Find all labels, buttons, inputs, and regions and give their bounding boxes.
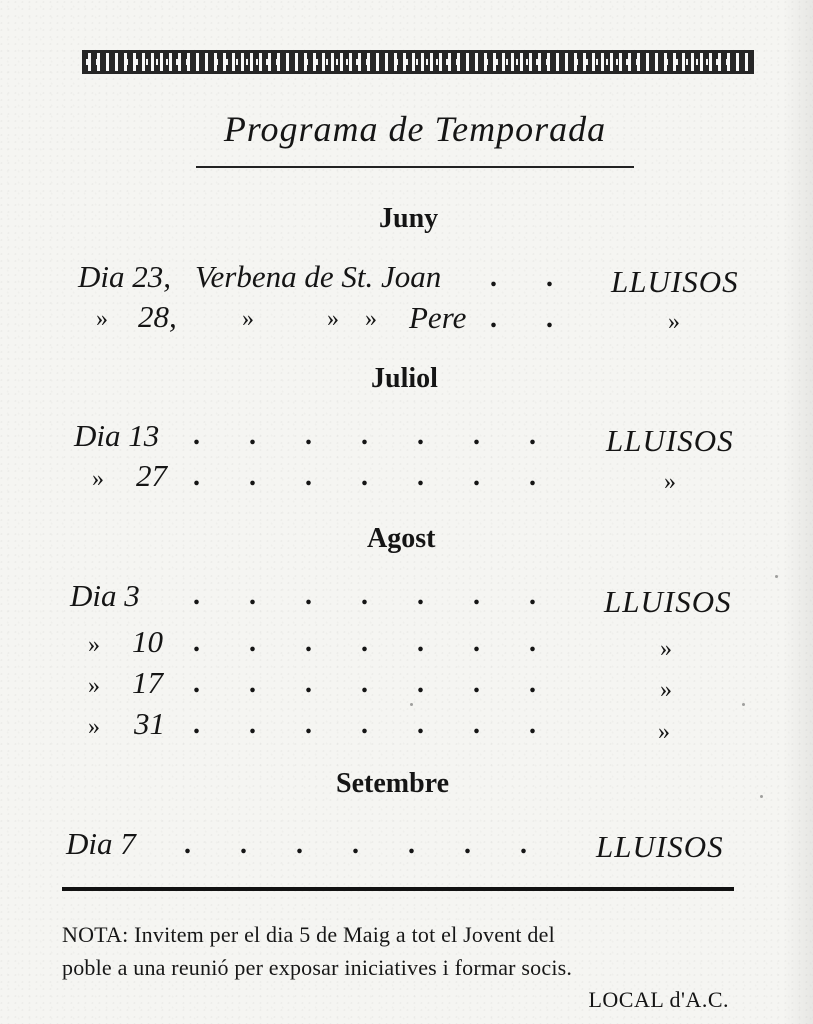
ditto-mark: » <box>658 719 670 745</box>
juny-event-verbena: Verbena de St. Joan <box>195 259 442 294</box>
bottom-divider <box>62 887 734 891</box>
juny-event-pere: Pere <box>409 300 467 335</box>
page-edge-shadow <box>783 0 813 1024</box>
leader-dots: . . . . . . . <box>184 829 527 860</box>
title-underline <box>196 166 634 168</box>
organizer-lluisos: LLUISOS <box>611 264 739 299</box>
ditto-mark: » <box>88 673 100 699</box>
ditto-mark: » <box>96 306 108 332</box>
ditto-mark: » <box>92 466 104 492</box>
ditto-mark: » <box>88 632 100 658</box>
agost-day-17: 17 <box>132 665 163 700</box>
note-line-2: poble a una reunió per exposar iniciatives i formar socis. <box>62 955 573 980</box>
ditto-mark: » <box>668 309 680 335</box>
ditto-mark: » <box>365 306 377 332</box>
signature-local-ac: LOCAL d'A.C. <box>588 987 729 1012</box>
organizer-lluisos: LLUISOS <box>604 584 732 619</box>
ditto-mark: » <box>660 677 672 703</box>
leader-dots: . . <box>490 262 553 293</box>
print-speck <box>760 795 763 798</box>
leader-dots: . . . . . . . <box>193 580 536 611</box>
leader-dots: . . . . . . . <box>193 420 536 451</box>
note-line-1: NOTA: Invitem per el dia 5 de Maig a tot el Jovent del <box>62 922 555 947</box>
setembre-day-7: Dia 7 <box>66 826 136 861</box>
ditto-mark: » <box>88 714 100 740</box>
juny-day-28: 28, <box>138 299 177 334</box>
leader-dots: . . <box>490 303 553 334</box>
page-title: Programa de Temporada <box>223 109 607 149</box>
print-speck <box>775 575 778 578</box>
ditto-mark: » <box>660 636 672 662</box>
month-heading-setembre: Setembre <box>336 768 449 799</box>
leader-dots: . . . . . . . <box>193 627 536 658</box>
juliol-day-13: Dia 13 <box>74 418 160 453</box>
note-paragraph <box>62 918 737 984</box>
month-heading-juny: Juny <box>379 203 439 234</box>
leader-dots: . . . . . . . <box>193 668 536 699</box>
agost-day-31: 31 <box>134 706 165 741</box>
month-heading-juliol: Juliol <box>371 363 438 394</box>
ditto-mark: » <box>242 306 254 332</box>
leader-dots: . . . . . . . <box>193 709 536 740</box>
juny-day-23: Dia 23, <box>78 259 171 294</box>
organizer-lluisos: LLUISOS <box>596 829 724 864</box>
agost-day-10: 10 <box>132 624 163 659</box>
leader-dots: . . . . . . . <box>193 461 536 492</box>
print-speck <box>742 703 745 706</box>
ditto-mark: » <box>664 469 676 495</box>
organizer-lluisos: LLUISOS <box>606 423 734 458</box>
ditto-mark: » <box>327 306 339 332</box>
month-heading-agost: Agost <box>367 523 436 554</box>
decorative-top-border <box>82 50 754 74</box>
print-speck <box>410 703 413 706</box>
juliol-day-27: 27 <box>136 458 167 493</box>
agost-day-3: Dia 3 <box>70 578 140 613</box>
